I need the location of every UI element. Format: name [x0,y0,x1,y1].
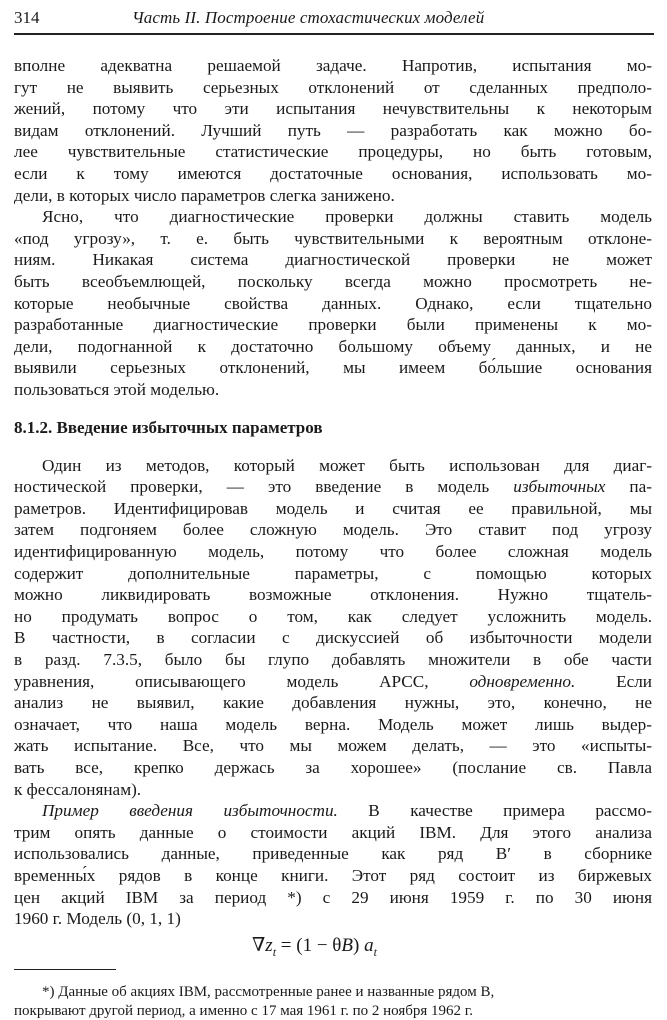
text-line: раметров. Идентифицировав модель и считая ее правильной, мы [14,498,652,518]
text-line: ниям. Никакая система диагностической проверки не может [14,250,652,270]
running-title: Часть II. Построение стохастических моделей [132,8,485,27]
text-line: идентифицированную модель, потому что более сложная модель [14,542,652,561]
formula: $\nabla z_t = (1 - \theta B)$ $a_t$ [252,934,377,959]
text-line: вполне адекватна решаемой задаче. Напротив, испытания мо- [14,56,652,75]
text-line: Один из методов, который может быть использован для диаг- [42,455,652,475]
text-line: ностической проверки, — это введение в модель избыточных па- [14,477,652,497]
text-line: если к тому имеются достаточные основания, использовать мо- [14,164,652,183]
header-rule [14,33,654,35]
page-number: 314 [14,8,40,27]
text-line: «под угрозу», т. е. быть чувствительными к вероятным отклоне- [14,228,652,248]
text-line: В частности, в согласии с дискуссией об избыточности модели [14,628,652,648]
text-line: уравнения, описывающего модель АРСС, одновременно. Если [14,671,652,691]
text-line: использовались данные, приведенные как ряд B′ в сборнике [14,844,652,864]
text-line: Ясно, что диагностические проверки должны ставить модель [42,207,652,227]
text-line: гут не выявить серьезных отклонений от сделанных предполо- [14,77,652,97]
text-line: дели, в которых число параметров слегка занижено. [14,185,395,205]
text-line: дели, подогнанной к достаточно большому объему данных, и не [14,336,652,356]
text-line: трим опять данные о стоимости акций IBM. Для этого анализа [14,822,652,842]
text-line: затем подгоняем более сложную модель. Это ставит под угрозу [14,520,652,540]
text-line: быть всеобъемлющей, поскольку всегда можно просмотреть не- [14,272,652,291]
text-line: в разд. 7.3.5, было бы глупо добавлять множители в обе части [14,650,652,669]
emphasis: избыточных [513,477,606,497]
text-line: Пример введения избыточности. В качестве примера рассмо- [42,801,652,821]
text-line: пользоваться этой моделью. [14,380,220,399]
text-line: цен акций IBM за период *) с 29 июня 1959 г. по 30 июня [14,887,652,907]
running-header [14,8,654,34]
footnote-rule [14,969,116,970]
footnote-line: *) Данные об акциях IBM, рассмотренные ранее и названные рядом B, [42,983,495,1000]
text-line: но продумать вопрос о том, как следует усложнить модель. [14,606,652,626]
text-line: означает, что наша модель верна. Модель может лишь выдер- [14,714,652,734]
emphasis: одновременно. [469,671,576,691]
section-heading: 8.1.2. Введение избыточных параметров [14,417,323,437]
text-line: временны́х рядов в конце книги. Этот ряд состоит из биржевых [14,866,652,885]
text-line: можно ликвидировать возможные отклонения. Нужно тщатель- [14,585,652,605]
text-line: анализ не выявил, какие добавления нужны, это, конечно, не [14,693,652,713]
text-line: вать все, крепко держась за хорошее» (послание св. Павла [14,758,652,777]
text-line: которые необычные свойства данных. Однако, если тщательно [14,293,652,313]
text-line: жений, потому что эти испытания нечувствительны к некоторым [14,99,652,119]
emphasis: Пример введения избыточности. [42,801,338,821]
text-line: к фессалонянам). [14,779,142,799]
text-line: лее чувствительные статистические процедуры, но быть готовым, [14,142,652,162]
text-line: содержит дополнительные параметры, с помощью которых [14,563,652,583]
text-line: 1960 г. Модель (0, 1, 1) [14,909,181,929]
text-line: жать испытание. Все, что мы можем делать, — это «испыты- [14,736,652,756]
text-line: видам отклонений. Лучший путь — разработать как можно бо- [14,120,652,140]
text-line: выявили серьезных отклонений, мы имеем бо́льшие основания [14,358,652,378]
text-line: разработанные диагностические проверки были применены к мо- [14,315,652,335]
footnote-line: покрывают другой период, а именно с 17 мая 1961 г. по 2 ноября 1962 г. [14,1002,474,1019]
